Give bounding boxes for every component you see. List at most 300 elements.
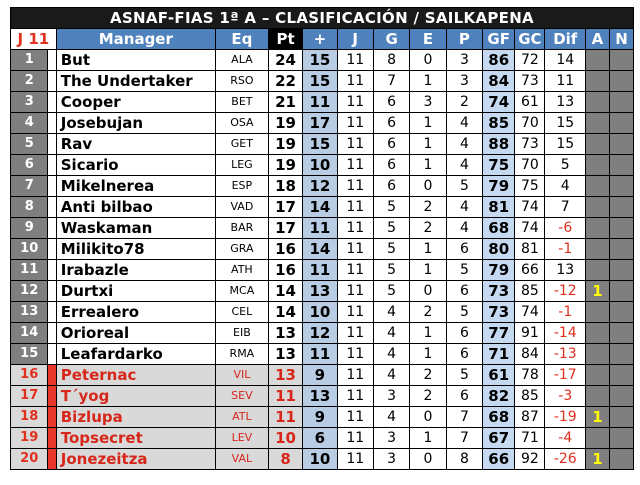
goals-against-value: 92	[515, 449, 545, 470]
lost-value: 5	[446, 260, 482, 281]
relegation-marker	[48, 155, 56, 176]
goals-against-value: 66	[515, 260, 545, 281]
manager-name: Waskaman	[56, 218, 215, 239]
lost-value: 5	[446, 176, 482, 197]
goals-against-value: 71	[515, 428, 545, 449]
relegation-marker	[48, 302, 56, 323]
table-row	[11, 197, 634, 218]
relegation-marker	[48, 344, 56, 365]
goals-for-value: 81	[483, 197, 515, 218]
goals-against-value: 73	[515, 71, 545, 92]
manager-name: Orioreal	[56, 323, 215, 344]
goals-for-value: 80	[483, 239, 515, 260]
goals-against-value: 74	[515, 197, 545, 218]
played-value: 11	[337, 50, 373, 71]
goal-difference-value: 15	[545, 134, 586, 155]
table-row	[11, 239, 634, 260]
won-value: 5	[373, 197, 409, 218]
goals-for-header: GF	[483, 29, 515, 50]
plus-value: 11	[303, 92, 337, 113]
lost-value: 6	[446, 281, 482, 302]
plus-value: 9	[303, 365, 337, 386]
plus-value: 15	[303, 50, 337, 71]
points-value: 8	[268, 449, 302, 470]
lost-value: 3	[446, 50, 482, 71]
goals-for-value: 79	[483, 260, 515, 281]
goals-for-value: 79	[483, 176, 515, 197]
goals-for-value: 75	[483, 155, 515, 176]
plus-value: 14	[303, 239, 337, 260]
played-value: 11	[337, 71, 373, 92]
n-value	[609, 71, 633, 92]
team-code: RSO	[215, 71, 268, 92]
lost-value: 3	[446, 71, 482, 92]
n-value	[609, 260, 633, 281]
drawn-value: 0	[410, 449, 446, 470]
points-header: Pt	[268, 29, 302, 50]
played-value: 11	[337, 386, 373, 407]
n-value	[609, 344, 633, 365]
lost-value: 6	[446, 344, 482, 365]
won-value: 5	[373, 281, 409, 302]
relegation-marker	[48, 92, 56, 113]
a-value: 1	[586, 407, 610, 428]
team-code: ESP	[215, 176, 268, 197]
relegation-marker	[48, 260, 56, 281]
position-cell: 18	[11, 407, 48, 428]
standings-panel	[10, 7, 634, 470]
position-cell: 15	[11, 344, 48, 365]
points-value: 19	[268, 113, 302, 134]
lost-value: 8	[446, 449, 482, 470]
manager-name: Josebujan	[56, 113, 215, 134]
n-value	[609, 302, 633, 323]
points-value: 17	[268, 197, 302, 218]
team-code: CEL	[215, 302, 268, 323]
relegation-marker	[48, 386, 56, 407]
drawn-value: 3	[410, 92, 446, 113]
team-code: EIB	[215, 323, 268, 344]
lost-value: 4	[446, 218, 482, 239]
team-code: GET	[215, 134, 268, 155]
position-cell: 6	[11, 155, 48, 176]
team-code: VAL	[215, 449, 268, 470]
played-value: 11	[337, 449, 373, 470]
goals-for-value: 66	[483, 449, 515, 470]
played-value: 11	[337, 281, 373, 302]
goals-for-value: 73	[483, 281, 515, 302]
drawn-value: 1	[410, 155, 446, 176]
won-value: 4	[373, 365, 409, 386]
goals-for-value: 84	[483, 71, 515, 92]
points-value: 13	[268, 323, 302, 344]
manager-name: Bizlupa	[56, 407, 215, 428]
n-value	[609, 323, 633, 344]
lost-value: 5	[446, 365, 482, 386]
a-value	[586, 365, 610, 386]
played-value: 11	[337, 197, 373, 218]
drawn-value: 2	[410, 197, 446, 218]
a-value	[586, 344, 610, 365]
drawn-value: 0	[410, 407, 446, 428]
manager-name: Sicario	[56, 155, 215, 176]
goals-against-value: 73	[515, 134, 545, 155]
points-value: 11	[268, 407, 302, 428]
n-value	[609, 281, 633, 302]
goals-for-value: 67	[483, 428, 515, 449]
table-row	[11, 302, 634, 323]
played-value: 11	[337, 428, 373, 449]
table-row	[11, 365, 634, 386]
won-value: 5	[373, 218, 409, 239]
goals-for-value: 82	[483, 386, 515, 407]
table-title: ASNAF-FIAS 1ª A – CLASIFICACIÓN / SAILKAPENA	[11, 8, 634, 29]
n-header: N	[609, 29, 633, 50]
played-value: 11	[337, 218, 373, 239]
played-value: 11	[337, 113, 373, 134]
drawn-value: 0	[410, 281, 446, 302]
position-cell: 13	[11, 302, 48, 323]
lost-value: 4	[446, 155, 482, 176]
drawn-value: 1	[410, 134, 446, 155]
goals-against-value: 70	[515, 113, 545, 134]
standings-body	[11, 50, 634, 470]
goal-difference-value: 13	[545, 92, 586, 113]
standings-table	[10, 7, 634, 470]
goal-difference-value: -6	[545, 218, 586, 239]
goals-against-value: 75	[515, 176, 545, 197]
won-value: 6	[373, 113, 409, 134]
relegation-marker	[48, 71, 56, 92]
points-value: 13	[268, 344, 302, 365]
goal-difference-value: -3	[545, 386, 586, 407]
relegation-marker	[48, 113, 56, 134]
a-header: A	[586, 29, 610, 50]
goal-difference-value: -1	[545, 302, 586, 323]
team-header: Eq	[215, 29, 268, 50]
table-row	[11, 323, 634, 344]
played-header: J	[337, 29, 373, 50]
a-value	[586, 323, 610, 344]
position-cell: 14	[11, 323, 48, 344]
plus-header: +	[303, 29, 337, 50]
goal-difference-header: Dif	[545, 29, 586, 50]
n-value	[609, 176, 633, 197]
lost-value: 7	[446, 428, 482, 449]
table-row	[11, 113, 634, 134]
table-row	[11, 281, 634, 302]
relegation-marker	[48, 365, 56, 386]
drawn-value: 0	[410, 50, 446, 71]
won-value: 3	[373, 386, 409, 407]
plus-value: 13	[303, 386, 337, 407]
goal-difference-value: -1	[545, 239, 586, 260]
drawn-header: E	[410, 29, 446, 50]
a-value	[586, 134, 610, 155]
plus-value: 11	[303, 344, 337, 365]
drawn-value: 0	[410, 176, 446, 197]
goal-difference-value: 14	[545, 50, 586, 71]
plus-value: 10	[303, 155, 337, 176]
goals-for-value: 68	[483, 218, 515, 239]
table-row	[11, 344, 634, 365]
goals-for-value: 88	[483, 134, 515, 155]
goal-difference-value: 15	[545, 113, 586, 134]
won-value: 4	[373, 407, 409, 428]
lost-value: 4	[446, 113, 482, 134]
position-cell: 7	[11, 176, 48, 197]
points-value: 11	[268, 386, 302, 407]
n-value	[609, 113, 633, 134]
relegation-marker	[48, 323, 56, 344]
plus-value: 10	[303, 302, 337, 323]
table-row	[11, 428, 634, 449]
lost-value: 2	[446, 92, 482, 113]
plus-value: 12	[303, 176, 337, 197]
team-code: ALA	[215, 50, 268, 71]
won-value: 7	[373, 71, 409, 92]
goal-difference-value: 7	[545, 197, 586, 218]
played-value: 11	[337, 176, 373, 197]
plus-value: 12	[303, 323, 337, 344]
manager-name: Errealero	[56, 302, 215, 323]
plus-value: 13	[303, 281, 337, 302]
a-value: 1	[586, 449, 610, 470]
played-value: 11	[337, 239, 373, 260]
team-code: VAD	[215, 197, 268, 218]
relegation-marker	[48, 428, 56, 449]
points-value: 19	[268, 155, 302, 176]
goals-against-value: 78	[515, 365, 545, 386]
relegation-marker	[48, 407, 56, 428]
won-value: 4	[373, 323, 409, 344]
n-value	[609, 134, 633, 155]
manager-name: Leafardarko	[56, 344, 215, 365]
relegation-marker	[48, 197, 56, 218]
position-cell: 10	[11, 239, 48, 260]
n-value	[609, 407, 633, 428]
lost-value: 4	[446, 197, 482, 218]
header-row	[11, 29, 634, 50]
drawn-value: 2	[410, 302, 446, 323]
drawn-value: 1	[410, 344, 446, 365]
manager-name: Mikelnerea	[56, 176, 215, 197]
goals-for-value: 71	[483, 344, 515, 365]
points-value: 17	[268, 218, 302, 239]
points-value: 22	[268, 71, 302, 92]
table-row	[11, 218, 634, 239]
table-row	[11, 155, 634, 176]
plus-value: 6	[303, 428, 337, 449]
relegation-marker	[48, 134, 56, 155]
points-value: 14	[268, 281, 302, 302]
drawn-value: 2	[410, 218, 446, 239]
won-value: 5	[373, 239, 409, 260]
drawn-value: 2	[410, 386, 446, 407]
won-value: 4	[373, 344, 409, 365]
points-value: 14	[268, 302, 302, 323]
goal-difference-value: -13	[545, 344, 586, 365]
position-cell: 8	[11, 197, 48, 218]
team-code: RMA	[215, 344, 268, 365]
manager-name: Durtxi	[56, 281, 215, 302]
position-cell: 16	[11, 365, 48, 386]
n-value	[609, 92, 633, 113]
plus-value: 11	[303, 218, 337, 239]
played-value: 11	[337, 155, 373, 176]
a-value	[586, 386, 610, 407]
n-value	[609, 365, 633, 386]
table-row	[11, 134, 634, 155]
a-value	[586, 197, 610, 218]
team-code: BET	[215, 92, 268, 113]
table-row	[11, 92, 634, 113]
plus-value: 17	[303, 113, 337, 134]
position-cell: 11	[11, 260, 48, 281]
won-value: 6	[373, 134, 409, 155]
plus-value: 10	[303, 449, 337, 470]
a-value	[586, 239, 610, 260]
goals-for-value: 86	[483, 50, 515, 71]
goals-against-value: 84	[515, 344, 545, 365]
played-value: 11	[337, 302, 373, 323]
played-value: 11	[337, 365, 373, 386]
n-value	[609, 218, 633, 239]
plus-value: 15	[303, 71, 337, 92]
manager-name: Topsecret	[56, 428, 215, 449]
goal-difference-value: -14	[545, 323, 586, 344]
position-cell: 2	[11, 71, 48, 92]
lost-value: 6	[446, 323, 482, 344]
manager-name: The Undertaker	[56, 71, 215, 92]
relegation-marker	[48, 176, 56, 197]
goal-difference-value: 11	[545, 71, 586, 92]
played-value: 11	[337, 407, 373, 428]
a-value: 1	[586, 281, 610, 302]
goals-against-value: 74	[515, 218, 545, 239]
team-code: ATL	[215, 407, 268, 428]
points-value: 16	[268, 239, 302, 260]
goals-for-value: 68	[483, 407, 515, 428]
plus-value: 11	[303, 260, 337, 281]
position-cell: 5	[11, 134, 48, 155]
goals-against-value: 72	[515, 50, 545, 71]
a-value	[586, 155, 610, 176]
relegation-marker	[48, 239, 56, 260]
won-value: 3	[373, 428, 409, 449]
goals-against-value: 61	[515, 92, 545, 113]
plus-value: 14	[303, 197, 337, 218]
n-value	[609, 197, 633, 218]
position-cell: 4	[11, 113, 48, 134]
table-row	[11, 50, 634, 71]
a-value	[586, 50, 610, 71]
position-cell: 17	[11, 386, 48, 407]
points-value: 18	[268, 176, 302, 197]
goal-difference-value: 4	[545, 176, 586, 197]
goals-against-value: 85	[515, 386, 545, 407]
manager-name: Jonezeitza	[56, 449, 215, 470]
drawn-value: 1	[410, 323, 446, 344]
relegation-marker	[48, 449, 56, 470]
drawn-value: 1	[410, 113, 446, 134]
relegation-marker	[48, 218, 56, 239]
a-value	[586, 302, 610, 323]
n-value	[609, 449, 633, 470]
goals-against-value: 74	[515, 302, 545, 323]
won-value: 4	[373, 302, 409, 323]
points-value: 13	[268, 365, 302, 386]
drawn-value: 1	[410, 428, 446, 449]
manager-name: Peternac	[56, 365, 215, 386]
a-value	[586, 113, 610, 134]
manager-name: Irabazle	[56, 260, 215, 281]
points-value: 19	[268, 134, 302, 155]
goals-against-value: 81	[515, 239, 545, 260]
goal-difference-value: -12	[545, 281, 586, 302]
goal-difference-value: 13	[545, 260, 586, 281]
points-value: 16	[268, 260, 302, 281]
position-cell: 19	[11, 428, 48, 449]
points-value: 21	[268, 92, 302, 113]
team-code: GRA	[215, 239, 268, 260]
team-code: LEG	[215, 155, 268, 176]
position-cell: 12	[11, 281, 48, 302]
goal-difference-value: -17	[545, 365, 586, 386]
won-value: 6	[373, 176, 409, 197]
goals-against-header: GC	[515, 29, 545, 50]
manager-header: Manager	[56, 29, 215, 50]
drawn-value: 2	[410, 365, 446, 386]
n-value	[609, 155, 633, 176]
relegation-marker	[48, 281, 56, 302]
team-code: ATH	[215, 260, 268, 281]
table-row	[11, 260, 634, 281]
relegation-marker	[48, 50, 56, 71]
goals-for-value: 61	[483, 365, 515, 386]
n-value	[609, 386, 633, 407]
manager-name: Anti bilbao	[56, 197, 215, 218]
team-code: MCA	[215, 281, 268, 302]
won-value: 3	[373, 449, 409, 470]
lost-value: 6	[446, 239, 482, 260]
goal-difference-value: -19	[545, 407, 586, 428]
manager-name: Milikito78	[56, 239, 215, 260]
table-row	[11, 407, 634, 428]
team-code: OSA	[215, 113, 268, 134]
won-header: G	[373, 29, 409, 50]
drawn-value: 1	[410, 239, 446, 260]
won-value: 6	[373, 92, 409, 113]
manager-name: Rav	[56, 134, 215, 155]
goals-for-value: 85	[483, 113, 515, 134]
played-value: 11	[337, 260, 373, 281]
table-row	[11, 71, 634, 92]
manager-name: T´yog	[56, 386, 215, 407]
a-value	[586, 92, 610, 113]
goals-against-value: 70	[515, 155, 545, 176]
a-value	[586, 71, 610, 92]
drawn-value: 1	[410, 260, 446, 281]
a-value	[586, 218, 610, 239]
lost-value: 4	[446, 134, 482, 155]
points-value: 10	[268, 428, 302, 449]
table-row	[11, 176, 634, 197]
goals-for-value: 74	[483, 92, 515, 113]
goal-difference-value: 5	[545, 155, 586, 176]
position-cell: 9	[11, 218, 48, 239]
goals-against-value: 91	[515, 323, 545, 344]
